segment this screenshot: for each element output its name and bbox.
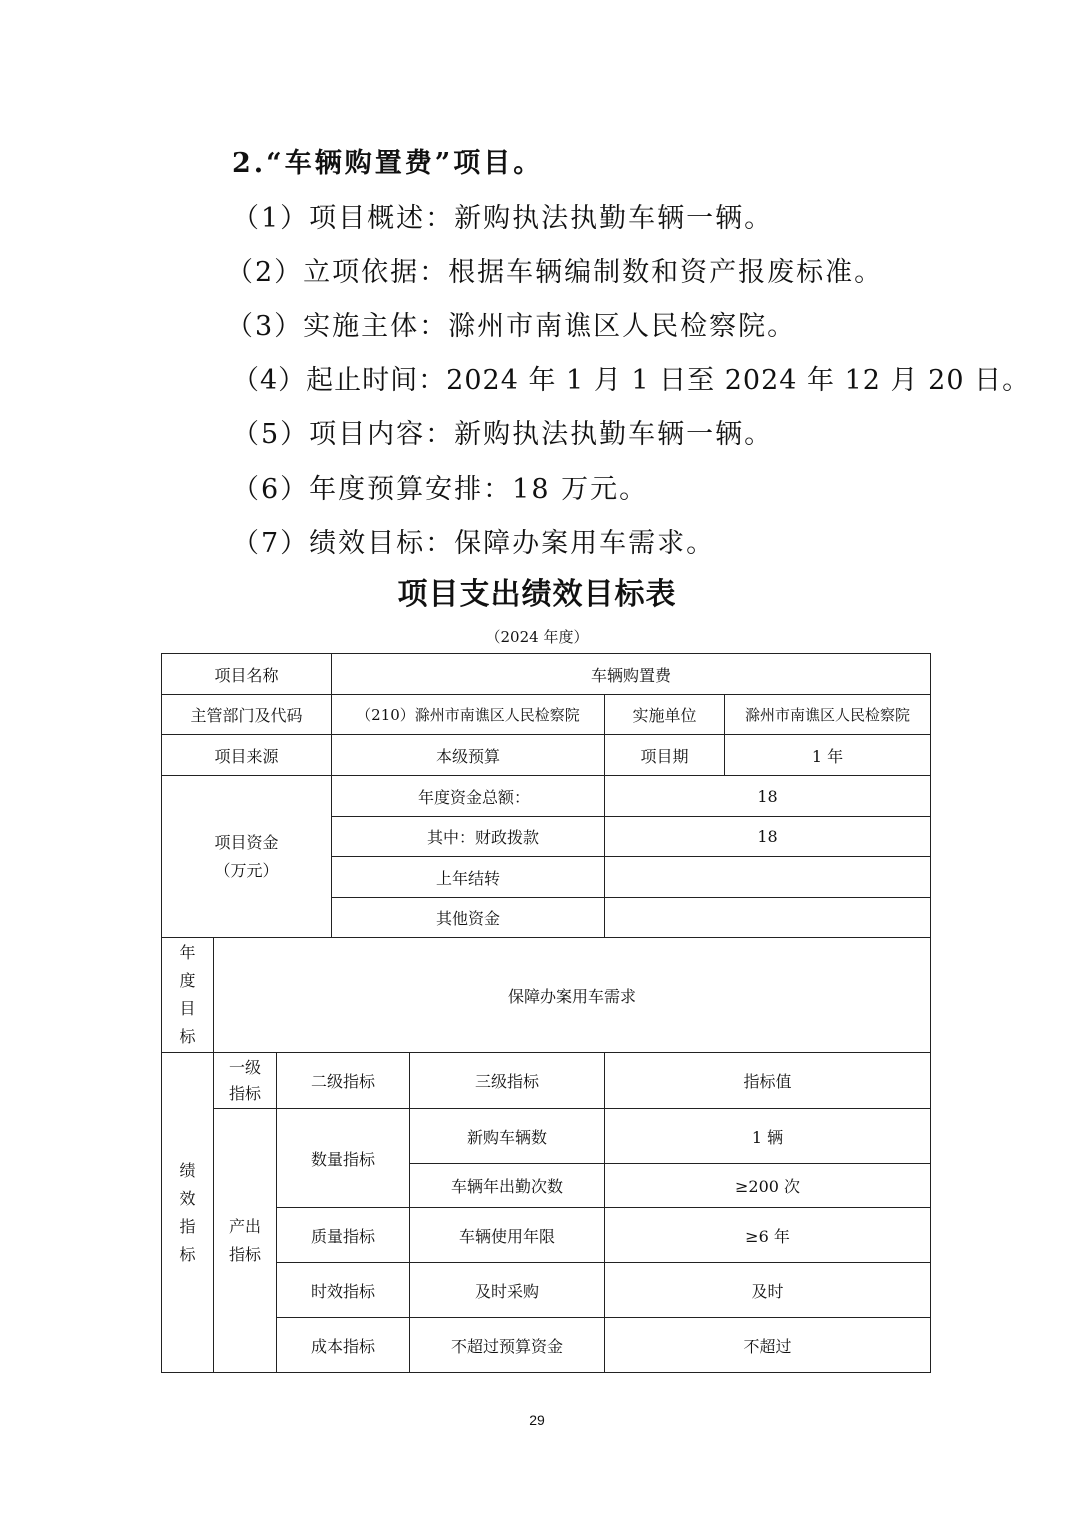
section-heading: 2.“车辆购置费”项目。 [232,148,544,179]
table-row [162,1109,931,1164]
table-title: 项目支出绩效目标表 [397,577,677,612]
annual-goal-char: 标 [179,1027,196,1046]
item-overview: （1）项目概述：新购执法执勤车辆一辆。 [232,203,774,234]
table-row [162,1318,931,1373]
perf-label-char: 指 [179,1216,196,1236]
perf-indicator-label [162,1053,214,1373]
project-name-value: 车辆购置费 [332,654,931,695]
cost-indicator-label: 成本指标 [277,1318,410,1373]
funds-other-label: 其他资金 [332,898,605,938]
indicator-value: 不超过 [605,1318,931,1373]
perf-label-char: 效 [179,1188,196,1208]
col-level1-line2: 指标 [228,1083,261,1103]
annual-goal-label [162,938,214,1053]
page-number: 29 [529,1412,545,1428]
col-level1-header [214,1053,277,1109]
annual-goal-char: 度 [179,971,196,990]
dept-value: （210）滁州市南谯区人民检察院 [332,695,605,735]
indicator-value: ≥6 年 [605,1208,931,1263]
period-label: 项目期 [605,735,725,776]
table-row [162,1263,931,1318]
item-goal: （7）绩效目标：保障办案用车需求。 [232,528,716,559]
annual-goal-char: 年 [179,943,196,962]
indicator-name: 车辆年出勤次数 [410,1164,605,1208]
table-row [162,1208,931,1263]
indicator-name: 及时采购 [410,1263,605,1318]
funds-total-label: 年度资金总额： [332,776,605,817]
indicator-value: 1 辆 [605,1109,931,1164]
impl-label: 实施单位 [605,695,725,735]
quality-indicator-label: 质量指标 [277,1208,410,1263]
table-row [162,654,931,695]
annual-goal-char: 目 [179,999,196,1018]
perf-label-char: 标 [179,1244,196,1264]
col-value-header: 指标值 [605,1053,931,1109]
funds-fiscal-value: 18 [605,817,931,857]
indicator-name: 车辆使用年限 [410,1208,605,1263]
annual-goal-value: 保障办案用车需求 [214,938,931,1053]
table-row [162,776,931,817]
dept-label: 主管部门及代码 [162,695,332,735]
indicator-name: 新购车辆数 [410,1109,605,1164]
level1-output [214,1109,277,1373]
item-period: （4）起止时间：2024 年 1 月 1 日至 2024 年 12 月 20 日。 [232,365,1031,396]
timeliness-indicator-label: 时效指标 [277,1263,410,1318]
table-row [162,938,931,1053]
quantity-indicator-label: 数量指标 [277,1109,410,1208]
table-year: （2024 年度） [485,628,589,646]
table-row [162,735,931,776]
funds-other-value [605,898,931,938]
table-row [162,1053,931,1109]
level1-output-line2: 指标 [228,1244,261,1264]
source-value: 本级预算 [332,735,605,776]
table-row [162,695,931,735]
indicator-value: ≥200 次 [605,1164,931,1208]
source-label: 项目来源 [162,735,332,776]
item-content: （5）项目内容：新购执法执勤车辆一辆。 [232,419,774,450]
funds-carryover-label: 上年结转 [332,857,605,898]
item-entity: （3）实施主体：滁州市南谯区人民检察院。 [226,311,797,342]
period-value: 1 年 [725,735,931,776]
project-name-label: 项目名称 [162,654,332,695]
funds-label [162,776,332,938]
funds-total-value: 18 [605,776,931,817]
funds-label-line1: 项目资金 [214,832,279,852]
impl-value: 滁州市南谯区人民检察院 [725,695,931,735]
funds-carryover-value [605,857,931,898]
col-level3-header: 三级指标 [410,1053,605,1109]
col-level2-header: 二级指标 [277,1053,410,1109]
item-budget: （6）年度预算安排：18 万元。 [232,474,649,505]
funds-fiscal-label: 其中：财政拨款 [332,817,605,857]
indicator-name: 不超过预算资金 [410,1318,605,1373]
performance-target-table [161,653,931,1373]
col-level1-line1: 一级 [228,1057,261,1077]
item-basis: （2）立项依据：根据车辆编制数和资产报废标准。 [226,257,884,288]
perf-label-char: 绩 [179,1160,196,1180]
level1-output-line1: 产出 [228,1216,261,1236]
funds-label-line2: （万元） [214,860,279,880]
indicator-value: 及时 [605,1263,931,1318]
